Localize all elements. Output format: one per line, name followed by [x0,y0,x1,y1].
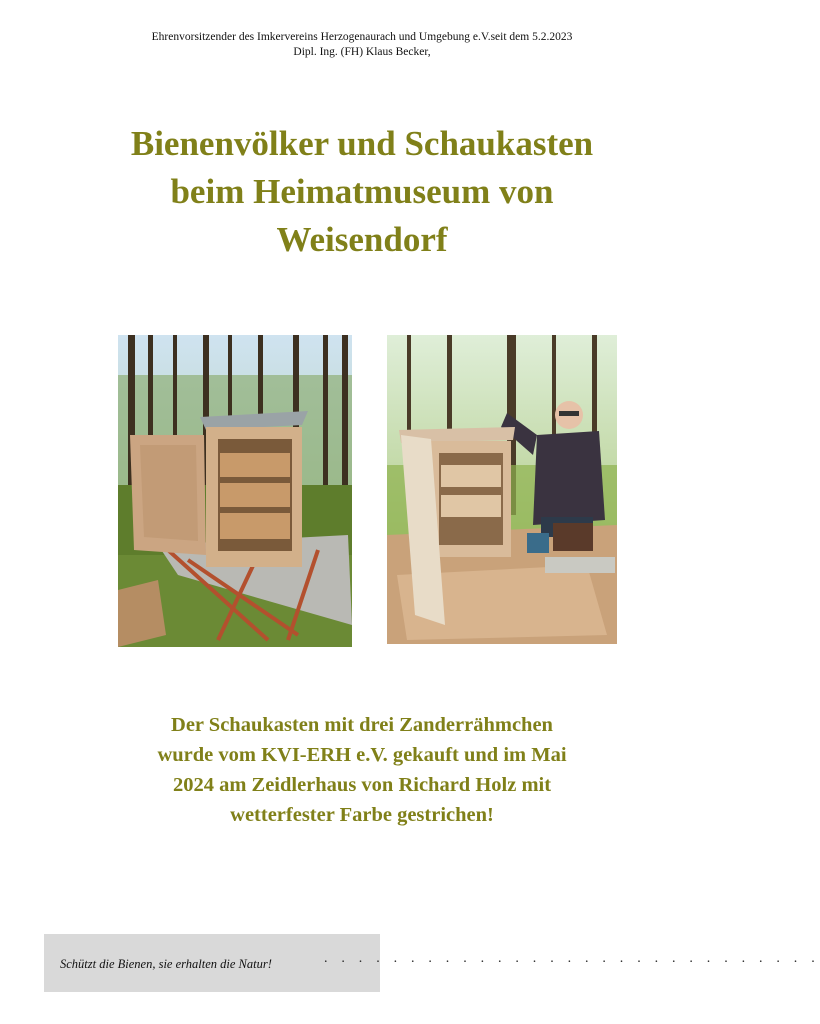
footer-dotted-line: . . . . . . . . . . . . . . . . . . . . . . . . . . . . . [324,951,820,966]
page-title [60,120,664,264]
photo-caption [80,710,644,830]
title-line-3: Weisendorf [276,220,448,259]
header [0,30,724,60]
header-line-2: Dipl. Ing. (FH) Klaus Becker, [293,46,431,58]
title-line-1: Bienenvölker und Schaukasten [130,124,594,163]
caption-line-2: wurde vom KVI-ERH e.V. gekauft und im Mai [157,744,567,766]
caption-line-4: wetterfester Farbe gestrichen! [230,804,494,826]
caption-line-3: 2024 am Zeidlerhaus von Richard Holz mit [172,774,552,796]
photo-show-box-forest [118,335,352,647]
photo-man-painting-box [387,335,617,644]
header-line-1: Ehrenvorsitzender des Imkervereins Herzogenaurach und Umgebung e.V.seit dem 5.2.2023 [151,31,573,43]
footer-slogan: Schützt die Bienen, sie erhalten die Natur! [60,957,272,971]
caption-line-1: Der Schaukasten mit drei Zanderrähmchen [171,714,553,736]
title-line-2: beim Heimatmuseum von [170,172,554,211]
